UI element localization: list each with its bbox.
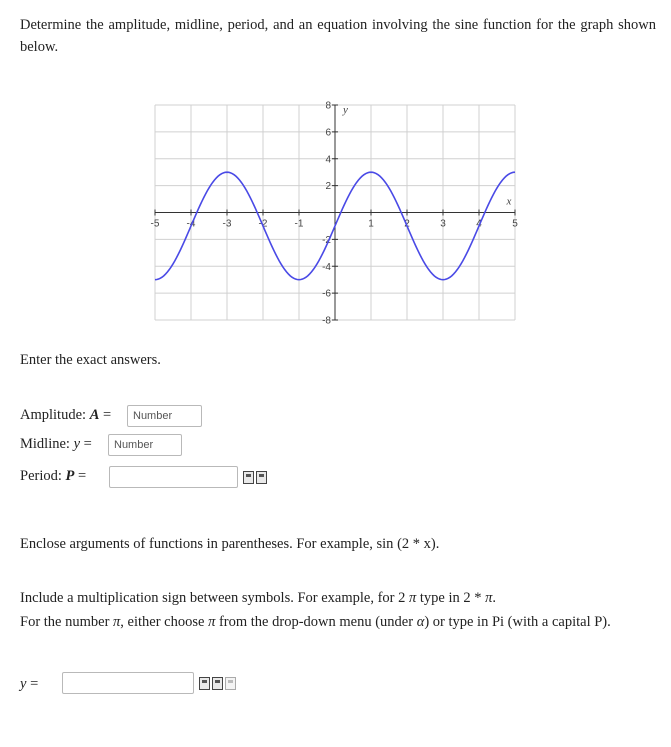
- x-tick-label: 2: [404, 218, 410, 230]
- x-tick-label: -2: [258, 218, 268, 230]
- pi-hint-end: ) or type in Pi (with a capital P).: [424, 614, 611, 630]
- y-axis-label: y: [343, 104, 348, 116]
- pi-hint-mid: , either choose: [120, 614, 205, 630]
- enclose-hint-expr: (2 * x).: [397, 536, 440, 552]
- pi-symbol: π: [113, 614, 121, 630]
- y-tick-label: 8: [325, 100, 331, 112]
- y-tick-label: -6: [322, 288, 331, 300]
- y-tick-label: -2: [322, 234, 331, 246]
- mult-hint-text: Include a multiplication sign between symbols. For example, for 2: [20, 590, 406, 606]
- pi-hint-mid2: from the drop-down menu (under: [218, 614, 414, 630]
- y-tick-label: 2: [325, 181, 331, 193]
- x-tick-label: 3: [440, 218, 446, 230]
- amplitude-label: Amplitude:: [20, 407, 87, 423]
- equation-var: y: [20, 676, 27, 692]
- y-tick-label: -8: [322, 315, 331, 327]
- equation-editor-icon[interactable]: [199, 677, 210, 690]
- y-tick-label: -4: [322, 261, 331, 273]
- period-label: Period:: [20, 468, 62, 484]
- mult-hint-end: .: [492, 590, 497, 606]
- y-tick-label: 6: [325, 127, 331, 139]
- pi-symbol: π: [409, 590, 417, 606]
- equation-label-row: [20, 676, 38, 693]
- midline-eq: =: [83, 436, 92, 452]
- exact-answers-note: Enter the exact answers.: [20, 352, 161, 368]
- amplitude-input[interactable]: [127, 405, 202, 427]
- x-tick-label: 5: [512, 218, 518, 230]
- pi-symbol: π: [485, 590, 493, 606]
- x-tick-label: 4: [476, 218, 482, 230]
- amplitude-var: A: [89, 407, 100, 423]
- period-input[interactable]: [109, 466, 238, 488]
- amplitude-eq: =: [102, 407, 112, 423]
- equation-input[interactable]: [62, 672, 194, 694]
- x-axis-label: x: [506, 195, 512, 208]
- x-tick-label: -3: [222, 218, 232, 230]
- period-eq: =: [78, 468, 87, 484]
- y-tick-label: 4: [325, 154, 331, 166]
- period-var: P: [65, 468, 75, 484]
- amplitude-label-row: [20, 407, 111, 424]
- x-tick-label: -4: [186, 218, 196, 230]
- pi-hint-pre: For the number: [20, 614, 110, 630]
- preview-icon[interactable]: [212, 677, 223, 690]
- equation-editor-icon[interactable]: [243, 471, 254, 484]
- midline-var: y: [73, 436, 81, 452]
- alpha-symbol: α: [416, 614, 425, 630]
- pi-symbol: π: [208, 614, 216, 630]
- enclose-hint: [20, 536, 439, 553]
- help-icon[interactable]: [225, 677, 236, 690]
- x-tick-label: 1: [368, 218, 374, 230]
- midline-label: Midline:: [20, 436, 70, 452]
- midline-input[interactable]: [108, 434, 182, 456]
- pi-hint: [20, 614, 611, 631]
- preview-icon[interactable]: [256, 471, 267, 484]
- enclose-hint-text: Enclose arguments of functions in parentheses. For example, sin: [20, 536, 394, 552]
- mult-hint-mid: type in 2 *: [419, 590, 482, 606]
- midline-label-row: [20, 436, 92, 453]
- question-text: Determine the amplitude, midline, period, and an equation involving the sine function for the graph shown below.: [20, 17, 656, 55]
- x-tick-label: -5: [150, 218, 160, 230]
- x-tick-label: -1: [294, 218, 304, 230]
- period-label-row: [20, 468, 86, 485]
- sine-graph: [100, 90, 540, 330]
- equation-eq: =: [30, 676, 39, 692]
- multiplication-hint: [20, 590, 496, 607]
